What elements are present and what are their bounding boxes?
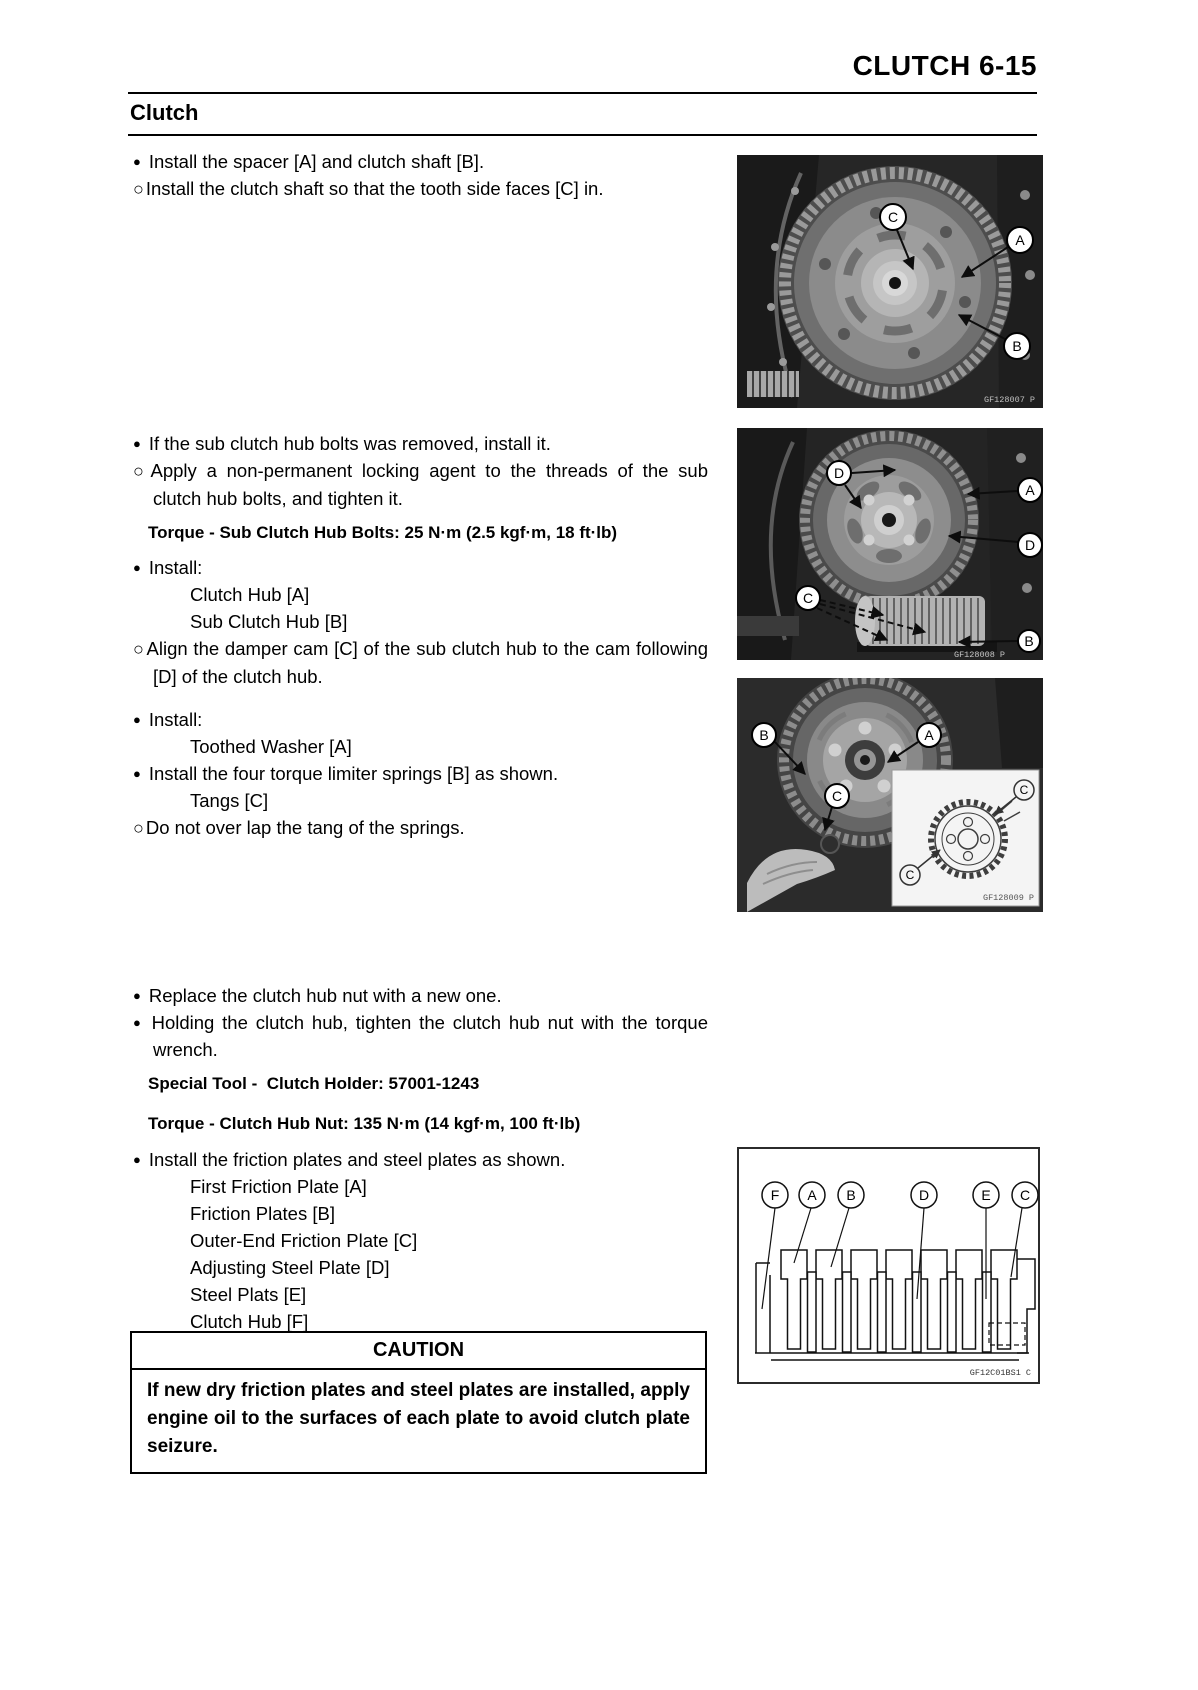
- instruction-line: ○ Apply a non-permanent locking agent to the threads of the sub clutch hub bolts, and tighten it.: [133, 457, 708, 512]
- figure-code: GF12C01BS1 C: [969, 1368, 1031, 1378]
- callout-label: C: [905, 868, 915, 882]
- instruction-subitem: Friction Plates [B]: [190, 1203, 335, 1224]
- instruction-subitem: Clutch Hub [A]: [190, 584, 310, 605]
- step-sub-clutch-hub: [133, 430, 708, 690]
- torque-spec: Torque - Sub Clutch Hub Bolts: 25 N·m (2.5 kgf·m, 18 ft·lb): [148, 523, 618, 542]
- ring-gear-illustration: [778, 166, 1012, 400]
- callout-label: A: [807, 1187, 817, 1203]
- figure-code: GF128009 P: [982, 893, 1034, 903]
- callout-label: B: [759, 727, 769, 743]
- section-divider: [128, 134, 1037, 136]
- instruction-line: ○ Align the damper cam [C] of the sub clutch hub to the cam following [D] of the clutch hub.: [133, 635, 708, 690]
- callout-label: C: [1019, 1187, 1031, 1203]
- figure-clutch-hub-photo: [737, 428, 1043, 660]
- callout-label: D: [1024, 537, 1036, 553]
- instruction-line: ● Install:: [133, 554, 708, 581]
- clutch-hub-illustration: [799, 430, 979, 610]
- section-title: Clutch: [130, 100, 199, 125]
- inset-diagram: [892, 770, 1039, 906]
- caution-title: CAUTION: [132, 1333, 705, 1370]
- instruction-subitem: Toothed Washer [A]: [190, 736, 352, 757]
- callout-label: C: [887, 209, 899, 225]
- page-header-title: CLUTCH 6-15: [852, 50, 1037, 81]
- step-install-spacer: [133, 148, 708, 203]
- figure-plate-stack-diagram: [737, 1147, 1040, 1384]
- instruction-line: ● Holding the clutch hub, tighten the clutch hub nut with the torque wrench.: [133, 1009, 708, 1063]
- instruction-line: ● If the sub clutch hub bolts was removed, install it.: [133, 430, 708, 457]
- pump-ribs: [747, 371, 799, 397]
- instruction-subitem: Sub Clutch Hub [B]: [190, 611, 348, 632]
- instruction-subitem: Outer-End Friction Plate [C]: [190, 1230, 418, 1251]
- step-clutch-hub-nut: [133, 982, 708, 1145]
- caution-box: [130, 1331, 707, 1474]
- instruction-line: ● Install the spacer [A] and clutch shaft [B].: [133, 148, 708, 175]
- instruction-subitem: First Friction Plate [A]: [190, 1176, 367, 1197]
- torque-spec: Torque - Clutch Hub Nut: 135 N·m (14 kgf·m, 100 ft·lb): [148, 1114, 581, 1133]
- figure-code: GF128007 P: [983, 395, 1035, 405]
- header-divider: [128, 92, 1037, 94]
- instruction-subitem: Clutch Hub [F]: [190, 1311, 309, 1332]
- callout-label: C: [1019, 783, 1029, 797]
- callout-label: C: [802, 590, 814, 606]
- callout-label: B: [846, 1187, 856, 1203]
- callout-label: B: [1012, 338, 1022, 354]
- instruction-line: ● Replace the clutch hub nut with a new one.: [133, 982, 708, 1009]
- instruction-line: ○ Do not over lap the tang of the springs.: [133, 814, 708, 842]
- instruction-subitem: Steel Plats [E]: [190, 1284, 307, 1305]
- instruction-subitem: Tangs [C]: [190, 790, 269, 811]
- callout-label: A: [924, 727, 934, 743]
- instruction-line: ● Install the friction plates and steel plates as shown.: [133, 1146, 708, 1173]
- instruction-subitem: Adjusting Steel Plate [D]: [190, 1257, 390, 1278]
- splined-hub-illustration: [855, 596, 997, 652]
- callout-label: A: [1025, 482, 1035, 498]
- callout-label: D: [918, 1187, 930, 1203]
- special-tool-spec: Special Tool - Clutch Holder: 57001-1243: [148, 1074, 480, 1093]
- instruction-line: ○ Install the clutch shaft so that the tooth side faces [C] in.: [133, 175, 708, 203]
- figure-torque-limiter-photo: [737, 678, 1043, 912]
- callout-label: F: [770, 1187, 780, 1203]
- figure-clutch-shaft-photo: [737, 155, 1043, 408]
- caution-text: If new dry friction plates and steel plates are installed, apply engine oil to the surfaces of each plate to avoid clutch plate seizure.: [147, 1380, 690, 1457]
- figure-code: GF128008 P: [953, 650, 1005, 660]
- instruction-line: ● Install the four torque limiter springs [B] as shown.: [133, 760, 708, 787]
- step-friction-plates: [133, 1146, 708, 1335]
- callout-label: E: [981, 1187, 991, 1203]
- callout-label: B: [1024, 633, 1034, 649]
- instruction-line: ● Install:: [133, 706, 708, 733]
- callout-label: A: [1015, 232, 1025, 248]
- step-torque-limiter-springs: [133, 706, 708, 842]
- callout-label: C: [831, 788, 843, 804]
- callout-label: D: [833, 465, 845, 481]
